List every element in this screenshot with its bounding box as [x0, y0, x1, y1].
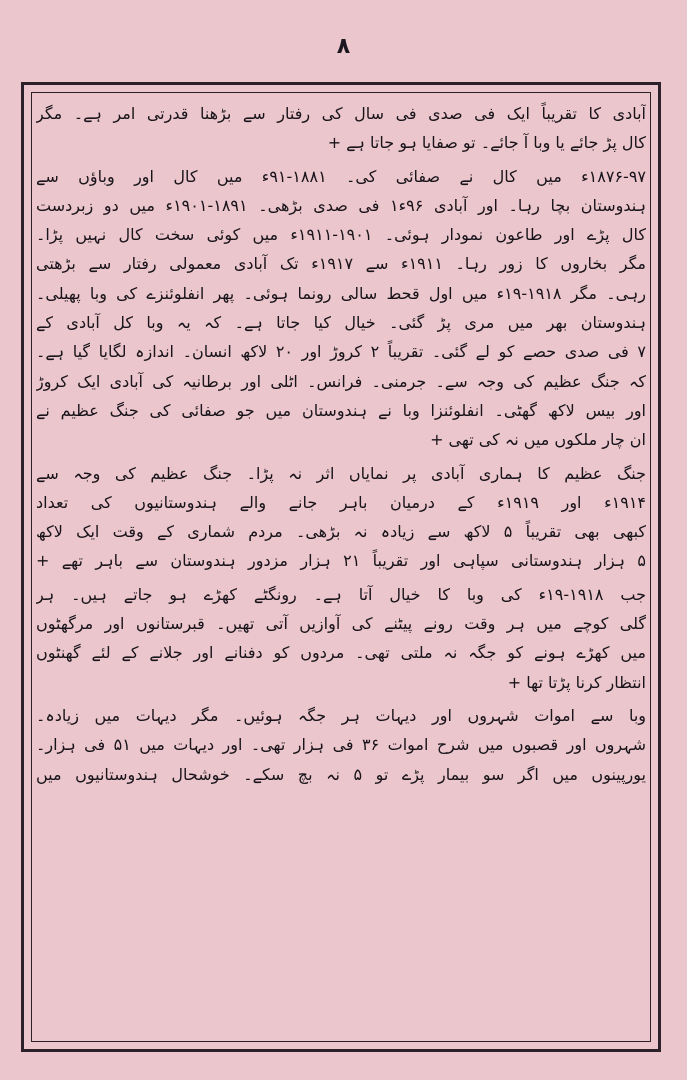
text-line: مگر بخاروں کا زور رہا۔ ۱۹۱۱ء سے ۱۹۱۷ء تک آبادی معمولی رفتار سے بڑھتی	[36, 254, 646, 274]
text-line: ہندوستان بھر میں مری پڑ گئی۔ خیال کیا جاتا ہے۔ کہ یہ وبا کل آبادی کے	[36, 313, 646, 333]
text-line: جب ۱۹۱۸-۱۹ء کی وبا کا خیال آتا ہے۔ رونگٹے کھڑے ہو جاتے ہیں۔ ہر	[36, 584, 646, 604]
text-line: ان چار ملکوں میں نہ کی تھی +	[430, 430, 646, 450]
page-number: ۸	[336, 34, 351, 59]
text-line: اور بیس لاکھ گھٹی۔ انفلوئنزا وبا نے ہندوستان میں جو صفائی کی جنگ عظیم نے	[36, 400, 646, 420]
text-line: انتظار کرنا پڑتا تھا +	[507, 672, 646, 692]
text-line: کبھی بھی تقریباً ۵ لاکھ سے زیادہ نہ بڑھی۔ مردم شماری کے وقت ایک لاکھ	[36, 522, 646, 542]
text-line: آبادی کا تقریباً ایک فی صدی فی سال کی رفتار سے بڑھنا قدرتی امر ہے۔ مگر	[36, 104, 646, 123]
text-line: جنگ عظیم کا ہماری آبادی پر نمایاں اثر نہ پڑا۔ جنگ عظیم کی وجہ سے	[36, 463, 646, 483]
text-line: شہروں اور قصبوں میں شرح اموات ۳۶ فی ہزار تھی۔ اور دیہات میں ۵۱ فی ہزار۔	[36, 735, 646, 755]
text-line: گلی کوچے میں ہر وقت رونے پیٹنے کی آوازیں آتی تھیں۔ قبرستانوں اور مرگھٹوں	[36, 614, 646, 634]
text-line: کال پڑ جائے یا وبا آ جائے۔ تو صفایا ہو جاتا ہے +	[327, 133, 646, 153]
body-text	[36, 99, 646, 1041]
text-line: یورپینوں میں اگر سو بیمار پڑے تو ۵ نہ بچ سکے۔ خوشحال ہندوستانیوں میں	[36, 764, 646, 784]
text-frame	[21, 82, 661, 1052]
text-line: ۱۸۷۶-۹۷ء میں کال نے صفائی کی۔ ۱۸۸۱-۹۱ء میں کال اور وباؤں سے	[36, 166, 646, 186]
text-line: میں کھڑے ہونے کو جگہ نہ ملتی تھی۔ مردوں کو دفنانے اور جلانے کے لئے گھنٹوں	[36, 643, 646, 663]
text-line: ۵ ہزار ہندوستانی سپاہی اور تقریباً ۲۱ ہزار مزدور ہندوستان سے باہر تھے +	[36, 551, 646, 571]
text-line: ۱۹۱۴ء اور ۱۹۱۹ء کے درمیان باہر جانے والے ہندوستانیوں کی تعداد	[36, 492, 646, 512]
text-line: کال پڑے اور طاعون نمودار ہوئی۔ ۱۹۰۱-۱۹۱۱ء میں کوئی سخت کال نہیں پڑا۔	[36, 225, 646, 245]
text-line: وبا سے اموات شہروں اور دیہات ہر جگہ ہوئیں۔ مگر دیہات میں زیادہ۔	[36, 705, 646, 725]
text-line: رہی۔ مگر ۱۹۱۸-۱۹ء میں اول قحط سالی رونما ہوئی۔ پھر انفلوئنزے کی وبا پھیلی۔	[36, 283, 646, 303]
text-line: ۷ فی صدی حصے کو لے گئی۔ تقریباً ۲ کروڑ اور ۲۰ لاکھ انسان۔ اندازہ لگایا گیا ہے۔	[36, 342, 646, 362]
text-line: کہ جنگ عظیم کی وجہ سے۔ جرمنی۔ فرانس۔ اٹلی اور برطانیہ کی آبادی ایک کروڑ	[36, 371, 646, 391]
text-line: ہندوستان بچا رہا۔ اور آبادی ۹۶ء۱ فی صدی بڑھی۔ ۱۸۹۱-۱۹۰۱ء میں دو زبردست	[36, 195, 646, 215]
